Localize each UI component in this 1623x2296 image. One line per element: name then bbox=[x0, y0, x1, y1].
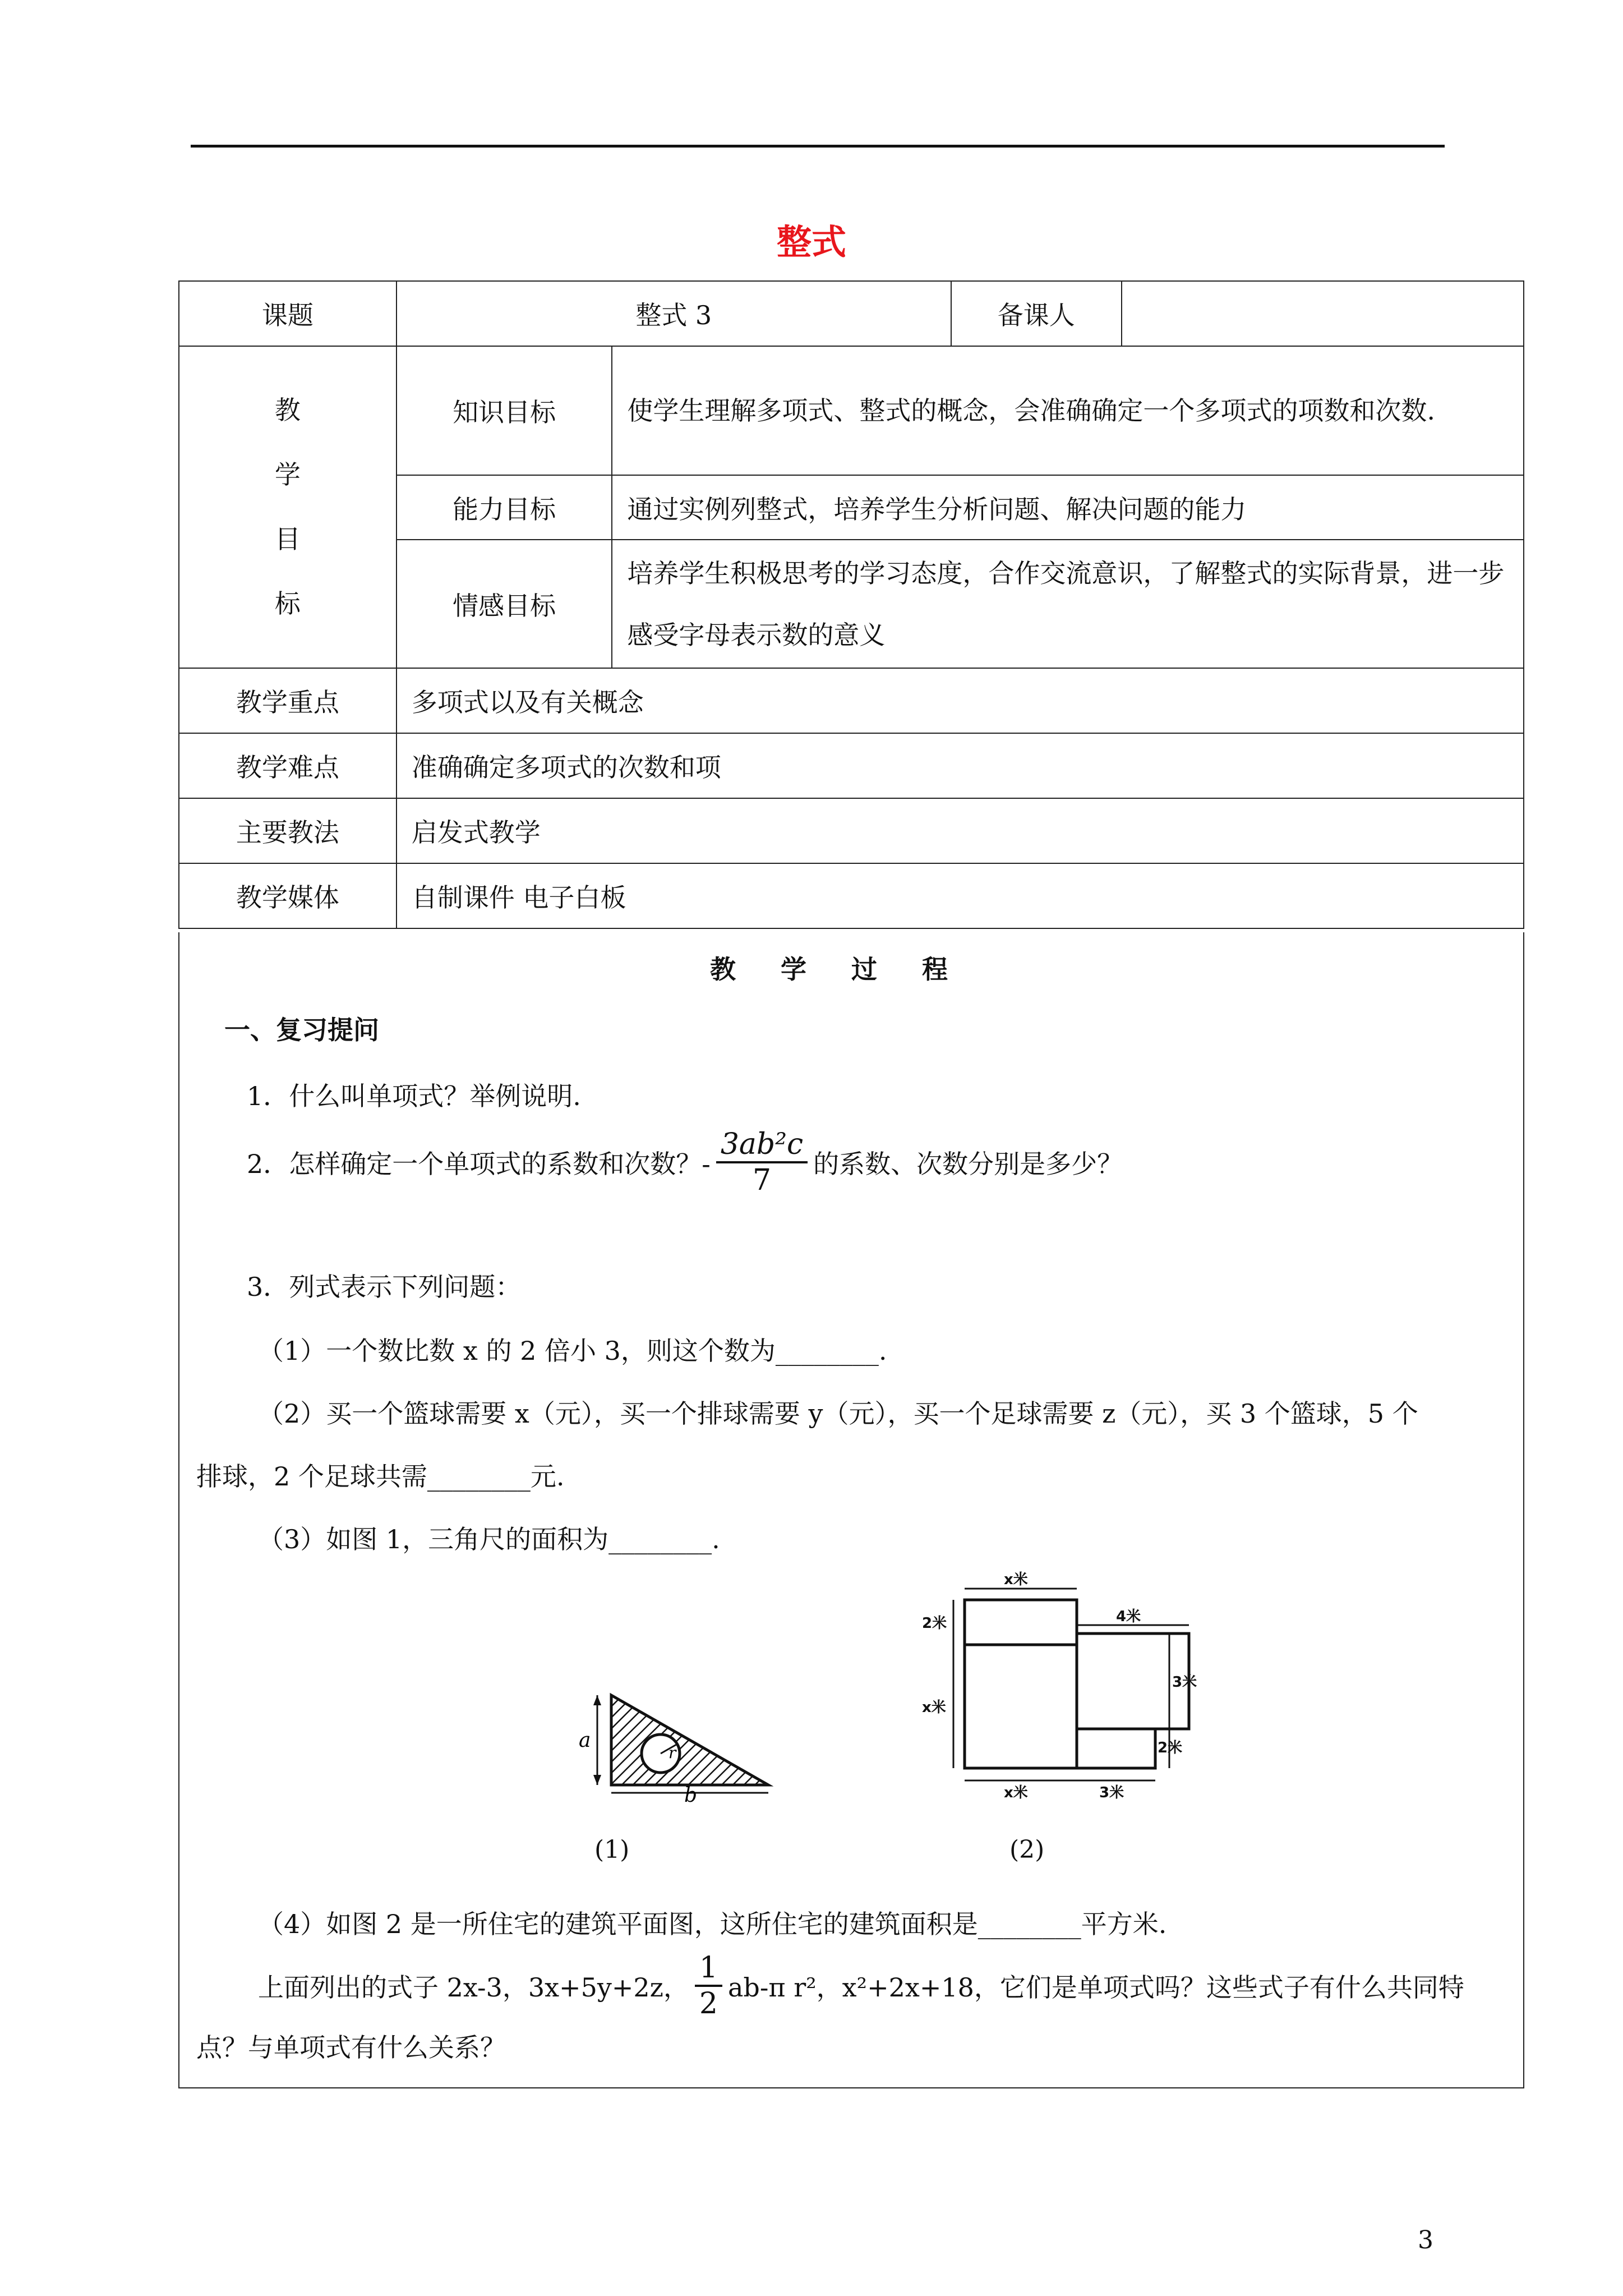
goal-text: 通过实例列整式，培养学生分析问题、解决问题的能力 bbox=[612, 475, 1524, 540]
goal-label: 能力目标 bbox=[396, 475, 612, 540]
goal-row-knowledge bbox=[179, 346, 1524, 475]
key-point-row bbox=[179, 668, 1524, 733]
label-left-2: 2米 bbox=[922, 1615, 947, 1632]
summary-text-mid: ab-π r²，x²+2x+18，它们是单项式吗？这些式子有什么共同特 bbox=[727, 1972, 1464, 2003]
label-b: b bbox=[684, 1784, 698, 1807]
page-number: 3 bbox=[1418, 2226, 1433, 2254]
goal-label: 知识目标 bbox=[396, 346, 612, 475]
summary-line-2: 点？与单项式有什么关系？ bbox=[196, 2032, 506, 2063]
label-top-4: 4米 bbox=[1116, 1608, 1141, 1625]
row-label: 教学难点 bbox=[179, 733, 396, 798]
difficulty-row bbox=[179, 733, 1524, 798]
label-r: r bbox=[668, 1743, 676, 1762]
goal-text: 培养学生积极思考的学习态度，合作交流意识，了解整式的实际背景，进一步感受字母表示数的意义 bbox=[612, 540, 1524, 668]
method-row bbox=[179, 798, 1524, 863]
figure-2-caption: (2) bbox=[1009, 1835, 1045, 1864]
left-block bbox=[965, 1600, 1077, 1768]
summary-text-before: 上面列出的式子 2x-3，3x+5y+2z， bbox=[258, 1972, 689, 2003]
figure-2-floor-plan bbox=[892, 1571, 1197, 1802]
topic-row bbox=[179, 281, 1524, 346]
teaching-process-box bbox=[178, 932, 1524, 2088]
fraction-numerator: 1 bbox=[695, 1951, 722, 1987]
row-label: 教学重点 bbox=[179, 668, 396, 733]
process-title: 教学过程 bbox=[710, 954, 993, 984]
row-label: 主要教法 bbox=[179, 798, 396, 863]
row-text: 多项式以及有关概念 bbox=[396, 668, 1524, 733]
document-title: 整式 bbox=[776, 222, 846, 263]
goals-label-char: 学 bbox=[274, 459, 301, 490]
arrowhead bbox=[593, 1775, 601, 1785]
fraction-one-half bbox=[695, 1951, 722, 2021]
goals-label-char: 标 bbox=[274, 588, 301, 619]
triangle-shape bbox=[611, 1695, 768, 1785]
question-3-2-line1: （2）买一个篮球需要 x（元），买一个排球需要 y（元），买一个足球需要 z（元），买 3 个篮球，5 个 bbox=[258, 1398, 1418, 1429]
label-bottom-3: 3米 bbox=[1099, 1784, 1124, 1801]
label-top-x: x米 bbox=[1004, 1571, 1028, 1588]
summary-line-1 bbox=[258, 1951, 1464, 2021]
header-rule bbox=[191, 145, 1445, 148]
goal-label: 情感目标 bbox=[396, 540, 612, 668]
row-label: 教学媒体 bbox=[179, 863, 396, 928]
question-2-text-before: 2．怎样确定一个单项式的系数和次数？- bbox=[247, 1149, 711, 1179]
preparer-label: 备课人 bbox=[951, 281, 1122, 346]
arrowhead bbox=[593, 1695, 601, 1705]
lesson-plan-table bbox=[178, 280, 1524, 929]
goals-label-char: 教 bbox=[274, 395, 301, 425]
goal-text: 使学生理解多项式、整式的概念，会准确确定一个多项式的项数和次数. bbox=[612, 346, 1524, 475]
label-a: a bbox=[579, 1729, 591, 1752]
question-3-1: （1）一个数比数 x 的 2 倍小 3，则这个数为________. bbox=[258, 1336, 887, 1366]
media-row bbox=[179, 863, 1524, 928]
question-2-text-after: 的系数、次数分别是多少？ bbox=[813, 1149, 1123, 1179]
fraction-3ab2c-over-7 bbox=[716, 1128, 808, 1197]
question-3-2-line2: 排球，2 个足球共需________元. bbox=[196, 1461, 565, 1492]
goals-label bbox=[179, 346, 396, 668]
label-left-x: x米 bbox=[922, 1699, 946, 1716]
question-2 bbox=[247, 1128, 1123, 1197]
question-3-4: （4）如图 2 是一所住宅的建筑平面图，这所住宅的建筑面积是________平方米. bbox=[258, 1909, 1167, 1939]
topic-value: 整式 3 bbox=[396, 281, 951, 346]
question-1: 1．什么叫单项式？举例说明. bbox=[247, 1081, 581, 1111]
fraction-denominator: 2 bbox=[699, 1987, 718, 2021]
question-3-3: （3）如图 1，三角尺的面积为________. bbox=[258, 1524, 720, 1554]
label-right-2: 2米 bbox=[1158, 1740, 1183, 1756]
goals-label-char: 目 bbox=[274, 524, 301, 554]
lower-right-block bbox=[1077, 1729, 1155, 1768]
figure-1-caption: (1) bbox=[594, 1835, 630, 1864]
topic-label: 课题 bbox=[179, 281, 396, 346]
label-bottom-x: x米 bbox=[1004, 1784, 1028, 1801]
row-text: 启发式教学 bbox=[396, 798, 1524, 863]
figure-1-triangle bbox=[544, 1684, 937, 1807]
fraction-denominator: 7 bbox=[752, 1163, 772, 1197]
preparer-value bbox=[1122, 281, 1524, 346]
label-right-3: 3米 bbox=[1172, 1674, 1197, 1691]
question-3: 3．列式表示下列问题： bbox=[247, 1272, 522, 1302]
fraction-numerator: 3ab²c bbox=[716, 1128, 808, 1163]
section-heading: 一、复习提问 bbox=[224, 1015, 379, 1045]
row-text: 自制课件 电子白板 bbox=[396, 863, 1524, 928]
row-text: 准确确定多项式的次数和项 bbox=[396, 733, 1524, 798]
